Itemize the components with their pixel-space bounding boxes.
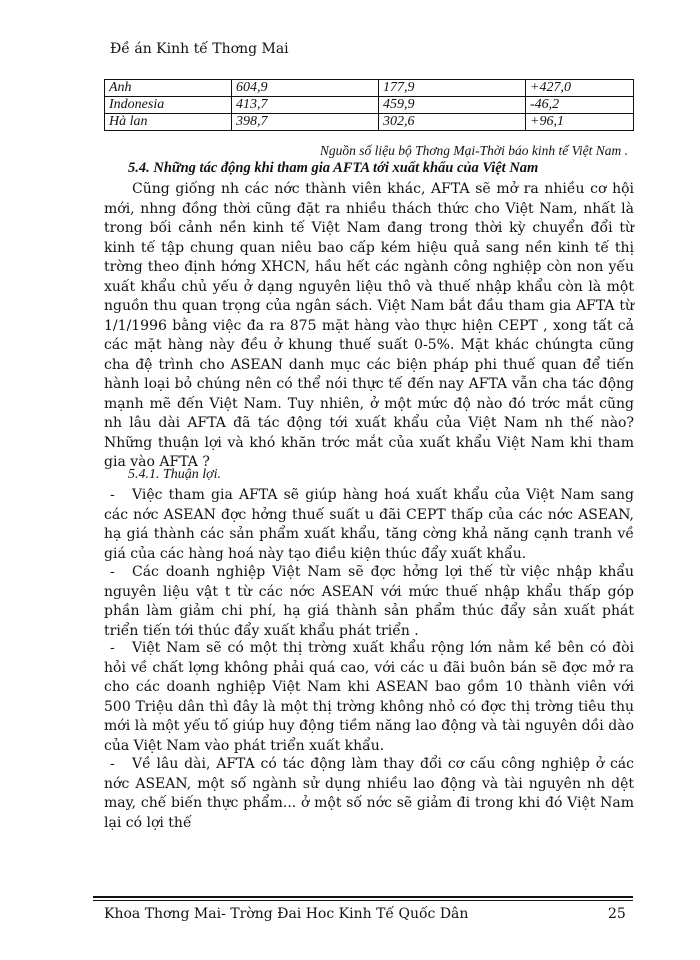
table-cell: 177,9 [379,80,526,97]
table-row [105,80,634,97]
footer-rule-thick [93,896,633,898]
list-item-text: Việt Nam sẽ có một thị trờng xuất khẩu rộng lớn nằm kề bên có đòi hỏi về chất lợng không phải quá cao, với các u đãi buôn bán sẽ đợc mở ra cho các doanh nghiệp Việt Nam khi ASEAN bao gồm 10 thành viên với 500 Triệu dân thì đây là một thị trờng không nhỏ có đợc thị trờng tiêu thụ mới là một yếu tố giúp huy động tiềm năng lao động và tài nguyên dồi dào của Việt Nam vào phát triển xuất khẩu. [104,640,634,754]
bullet-dash: - [110,640,115,656]
bullet-dash: - [110,756,115,772]
list-item-text: Việc tham gia AFTA sẽ giúp hàng hoá xuất khẩu của Việt Nam sang các nớc ASEAN đợc hởng thuế suất u đãi CEPT thấp của các nớc ASEAN, hạ giá thành các sản phẩm xuất khẩu, tăng cờng khả năng cạnh tranh về giá của các hàng hoá này tạo điều kiện thúc đẩy xuất khẩu. [104,487,634,562]
table-row [105,97,634,114]
table-cell: 604,9 [232,80,379,97]
data-source-note: Nguồn số liệu bộ Thơng Mại-Thời báo kinh tế Việt Nam . [319,143,628,158]
list-item [104,639,634,756]
footer-faculty: Khoa Thơng Mai- Trờng Đai Hoc Kinh Tế Quốc Dân [104,906,469,922]
page-header-title: Đề án Kinh tế Thơng Mai [110,41,289,57]
intro-paragraph: Cũng giống nh các nớc thành viên khác, AFTA sẽ mở ra nhiều cơ hội mới, nhng đồng thời cũng đặt ra nhiều thách thức cho Việt Nam, nhất là trong bối cảnh nền kinh tế Việt Nam đang trong thời kỳ chuyển đổi từ kinh tế tập chung quan niêu bao cấp kém hiệu quả sang nền kinh tế thị trờng theo định hớng XHCN, hầu hết các ngành công nghiệp còn non yếu xuất khẩu chủ yếu ở dạng nguyên liệu thô và thuế nhập khẩu còn là một nguồn thu quan trọng của ngân sách. Việt Nam bắt đầu tham gia AFTA từ 1/1/1996 bằng việc đa ra 875 mặt hàng vào thực hiện CEPT , xong tất cả các mặt hàng này đều ở khung thuế suất 0-5%. Mặt khác chúngta cũng cha đệ trình cho ASEAN danh mục các biện pháp phi thuế quan để tiến hành loại bỏ chúng nên có thể nói thực tế đến nay AFTA vẫn cha tác động mạnh mẽ đến Việt Nam. Tuy nhiên, ở một mức độ nào đó trớc mắt cũng nh lâu dài AFTA đã tác động tới xuất khẩu của Việt Nam nh thế nào? Những thuận lợi và khó khăn trớc mắt của xuất khẩu Việt Nam khi tham gia vào AFTA ? [104,181,634,470]
table-cell: 459,9 [379,97,526,114]
list-item [104,755,634,833]
section-heading: 5.4. Những tác động khi tham gia AFTA tới xuất khẩu của Việt Nam [128,160,539,176]
table-cell: Indonesia [105,97,232,114]
table-cell: 302,6 [379,114,526,131]
table-cell: +96,1 [526,114,634,131]
table-cell: 398,7 [232,114,379,131]
list-item [104,486,634,564]
bullet-dash: - [110,487,115,503]
bullet-dash: - [110,564,115,580]
footer-rule-thin [93,900,633,901]
table-cell: -46,2 [526,97,634,114]
table-cell: +427,0 [526,80,634,97]
table-cell: 413,7 [232,97,379,114]
table-cell: Anh [105,80,232,97]
table-row [105,114,634,131]
table-cell: Hà lan [105,114,232,131]
list-item-text: Các doanh nghiệp Việt Nam sẽ đợc hởng lợi thế từ việc nhập khẩu nguyên liệu vật t từ các nớc ASEAN với mức thuế nhập khẩu thấp góp phần làm giảm chi phí, hạ giá thành sản phẩm thúc đẩy sản xuất phát triển tiến tới thúc đẩy xuất khẩu phát triển . [104,564,634,639]
trade-data-table [104,79,634,131]
list-item [104,563,634,641]
list-item-text: Về lâu dài, AFTA có tác động làm thay đổi cơ cấu công nghiệp ở các nớc ASEAN, một số ngành sử dụng nhiều lao động và tài nguyên nh dệt may, chế biến thực phẩm... ở một số nớc sẽ giảm đi trong khi đó Việt Nam lại có lợi thế [104,756,634,831]
subsection-heading: 5.4.1. Thuận lợi. [128,467,222,482]
page-number: 25 [608,906,626,922]
